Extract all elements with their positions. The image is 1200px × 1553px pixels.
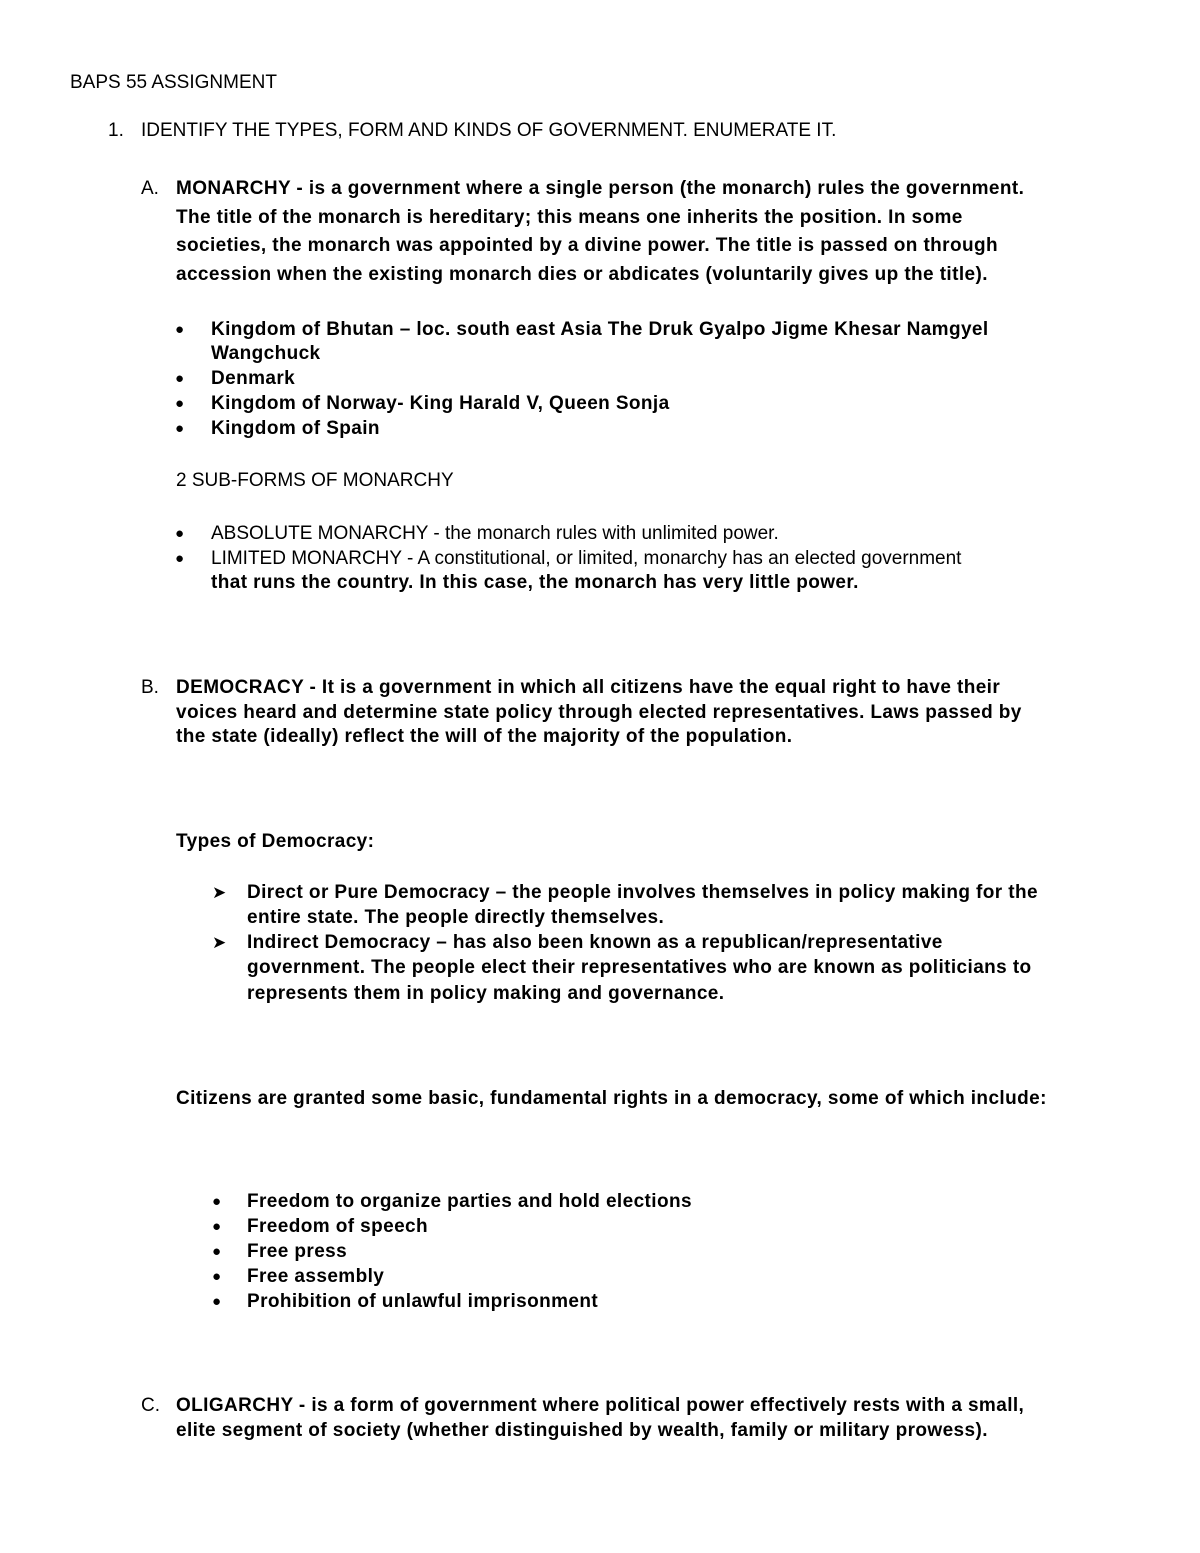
- bullet-icon: ●: [212, 1293, 222, 1310]
- section-c-line-2: elite segment of society (whether distinguished by wealth, family or military prowess).: [176, 1420, 988, 1441]
- bullet-icon: ●: [175, 550, 185, 567]
- type-indirect-cont-1: government. The people elect their representatives who are known as politicians to: [247, 957, 1032, 978]
- bullet-icon: ●: [175, 420, 185, 437]
- bullet-icon: ●: [175, 370, 185, 387]
- subform-absolute: [211, 522, 779, 546]
- section-a-line-2: The title of the monarch is hereditary; this means one inherits the position. In some: [176, 207, 963, 228]
- section-a-letter: A.: [141, 178, 159, 199]
- bullet-icon: ●: [175, 321, 185, 338]
- section-b-line-3: the state (ideally) reflect the will of the majority of the population.: [176, 726, 793, 747]
- type-indirect-cont-2: represents them in policy making and governance.: [247, 983, 725, 1004]
- bullet-icon: ●: [175, 525, 185, 542]
- type-indirect: Indirect Democracy – has also been known as a republican/representative: [247, 932, 943, 953]
- subform-limited-cont: that runs the country. In this case, the monarch has very little power.: [211, 572, 859, 593]
- bullet-icon: ●: [212, 1193, 222, 1210]
- subform-absolute-text: ABSOLUTE MONARCHY - the monarch rules with unlimited power.: [211, 523, 779, 544]
- section-a-line-3: societies, the monarch was appointed by a divine power. The title is passed on through: [176, 235, 998, 256]
- type-direct: Direct or Pure Democracy – the people involves themselves in policy making for the: [247, 882, 1038, 903]
- right-item: Freedom to organize parties and hold elections: [247, 1191, 692, 1212]
- example-bhutan-cont: Wangchuck: [211, 343, 321, 364]
- example-spain: Kingdom of Spain: [211, 418, 380, 439]
- bullet-icon: ●: [212, 1243, 222, 1260]
- question-text: IDENTIFY THE TYPES, FORM AND KINDS OF GOVERNMENT. ENUMERATE IT.: [141, 120, 837, 141]
- right-item: Freedom of speech: [247, 1216, 429, 1237]
- arrow-bullet-icon: ➤: [212, 933, 227, 952]
- right-item: Free assembly: [247, 1266, 385, 1287]
- arrow-bullet-icon: ➤: [212, 883, 227, 902]
- bullet-icon: ●: [212, 1218, 222, 1235]
- type-direct-cont: entire state. The people directly themselves.: [247, 907, 665, 928]
- rights-intro: Citizens are granted some basic, fundamental rights in a democracy, some of which include:: [176, 1088, 1047, 1109]
- section-c-line-1: OLIGARCHY - is a form of government where political power effectively rests with a small,: [176, 1395, 1025, 1416]
- subforms-heading: 2 SUB-FORMS OF MONARCHY: [176, 470, 454, 491]
- right-item: Free press: [247, 1241, 348, 1262]
- document-title: BAPS 55 ASSIGNMENT: [70, 72, 277, 93]
- example-norway: Kingdom of Norway- King Harald V, Queen Sonja: [211, 393, 670, 414]
- section-a-line-1: MONARCHY - is a government where a single person (the monarch) rules the government.: [176, 178, 1025, 199]
- section-b-letter: B.: [141, 677, 159, 698]
- section-a-line-4: accession when the existing monarch dies or abdicates (voluntarily gives up the title).: [176, 264, 988, 285]
- subform-limited: LIMITED MONARCHY - A constitutional, or limited, monarchy has an elected government: [211, 548, 962, 569]
- bullet-icon: ●: [212, 1268, 222, 1285]
- example-denmark: Denmark: [211, 368, 296, 389]
- types-heading: Types of Democracy:: [176, 831, 375, 852]
- example-bhutan: Kingdom of Bhutan – loc. south east Asia The Druk Gyalpo Jigme Khesar Namgyel: [211, 319, 989, 340]
- bullet-icon: ●: [175, 395, 185, 412]
- right-item: Prohibition of unlawful imprisonment: [247, 1291, 599, 1312]
- question-number: 1.: [108, 120, 124, 141]
- section-b-line-2: voices heard and determine state policy through elected representatives. Laws passed by: [176, 702, 1022, 723]
- section-b-line-1: DEMOCRACY - It is a government in which all citizens have the equal right to have their: [176, 677, 1001, 698]
- section-c-letter: C.: [141, 1395, 160, 1416]
